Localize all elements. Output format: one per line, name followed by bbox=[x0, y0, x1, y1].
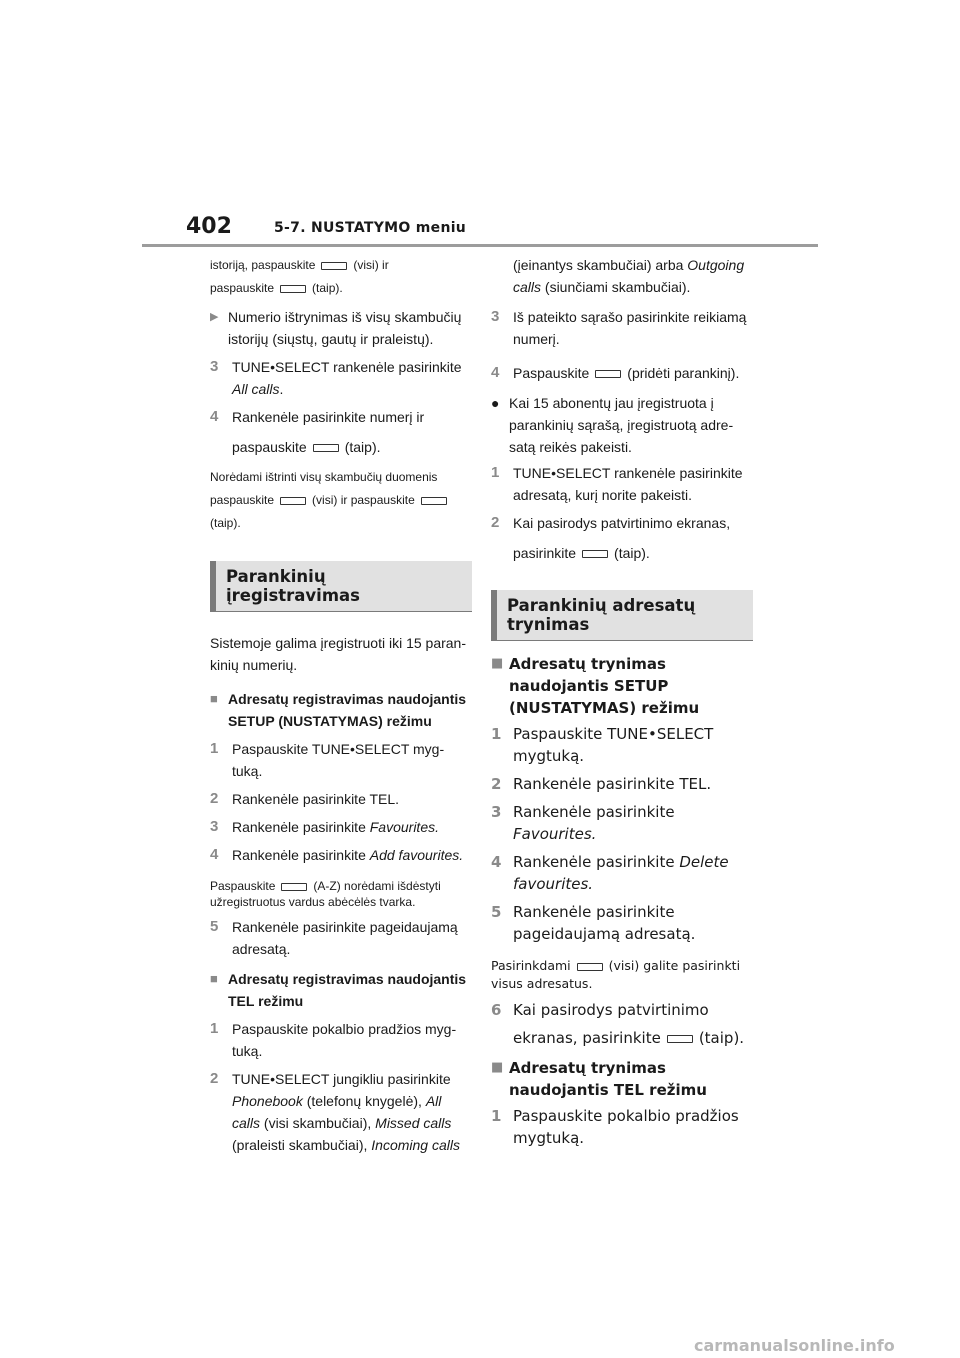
step bbox=[210, 738, 472, 782]
step bbox=[491, 801, 753, 845]
step-number: 4 bbox=[491, 364, 500, 381]
step-text bbox=[232, 356, 472, 400]
arrow-item bbox=[210, 306, 472, 350]
bullet-item bbox=[491, 392, 753, 458]
bullet-icon: ● bbox=[491, 395, 500, 411]
menu-term: All calls bbox=[232, 381, 280, 397]
square-icon: ■ bbox=[491, 1060, 504, 1075]
step-text bbox=[513, 254, 753, 298]
button-icon bbox=[321, 262, 347, 270]
text: Paspauskite bbox=[210, 879, 276, 893]
text: . bbox=[279, 381, 284, 397]
step-text: Paspauskite TUNE•SELECT mygtuką. bbox=[513, 725, 714, 765]
button-icon bbox=[421, 497, 447, 505]
step-text bbox=[232, 1068, 472, 1156]
note-line bbox=[210, 254, 472, 277]
step-number: 3 bbox=[491, 308, 500, 325]
text: (visi) ir paspauskite bbox=[312, 493, 415, 507]
subheading bbox=[210, 688, 472, 732]
step-number: 3 bbox=[491, 803, 502, 821]
step-number: 1 bbox=[491, 725, 502, 743]
square-icon: ■ bbox=[210, 971, 218, 986]
watermark: carmanualsonline.info bbox=[694, 1336, 895, 1355]
text: (siunčiami skambučiai). bbox=[544, 279, 691, 295]
step-text bbox=[232, 406, 472, 458]
text: paspauskite bbox=[210, 281, 275, 295]
step-number: 1 bbox=[491, 1107, 502, 1125]
text: (taip). bbox=[210, 516, 241, 530]
step-text: Rankenėle pasirinkite pageidaujamą adresatą. bbox=[513, 903, 696, 943]
step bbox=[210, 788, 472, 810]
step bbox=[491, 773, 753, 795]
arrow-icon: ▶ bbox=[210, 311, 219, 323]
intro-text: Sistemoje galima įregistruoti iki 15 paran-kinių numerių. bbox=[210, 635, 466, 673]
step-text: Rankenėle pasirinkite TEL. bbox=[232, 791, 400, 807]
left-column bbox=[210, 254, 472, 1156]
menu-term: All calls bbox=[232, 1093, 442, 1131]
subheading-text: Adresatų registravimas naudojantis TEL režimu bbox=[228, 971, 467, 1009]
text: Rankenėle pasirinkite bbox=[232, 847, 366, 863]
section-heading: Parankinių įregistravimas bbox=[210, 561, 472, 612]
step-number: 3 bbox=[210, 818, 219, 835]
text: (visi) ir bbox=[353, 258, 389, 272]
step-number: 2 bbox=[491, 775, 502, 793]
text: pasirinkite bbox=[513, 545, 577, 561]
step bbox=[491, 723, 753, 767]
text: Kai pasirodys patvirtinimo bbox=[513, 1001, 709, 1019]
bullet-text: Kai 15 abonentų jau įregistruota į parankinių sąrašą, įregistruotą adre-satą reikės pakeisti. bbox=[509, 395, 734, 455]
step-number: 2 bbox=[210, 1070, 219, 1087]
step bbox=[210, 1068, 472, 1156]
text: ekranas, pasirinkite bbox=[513, 1029, 661, 1047]
step-number: 4 bbox=[210, 408, 219, 425]
button-icon bbox=[281, 883, 307, 891]
step-text bbox=[232, 816, 472, 838]
header-rule bbox=[142, 244, 818, 247]
square-icon: ■ bbox=[210, 691, 218, 706]
button-icon bbox=[313, 444, 339, 452]
step-number: 3 bbox=[210, 358, 219, 375]
text: (A-Z) norėdami išdėstyti bbox=[313, 879, 441, 893]
step-text: Rankenėle pasirinkite TEL. bbox=[513, 775, 712, 793]
step-text: Paspauskite pokalbio pradžios myg-tuką. bbox=[232, 1021, 457, 1059]
step-number: 5 bbox=[491, 903, 502, 921]
text: (visi) galite pasirinkti bbox=[608, 958, 741, 973]
text: (pridėti parankinį). bbox=[627, 365, 740, 381]
step-number: 4 bbox=[210, 846, 219, 863]
step bbox=[491, 901, 753, 945]
section-heading: Parankinių adresatų trynimas bbox=[491, 590, 753, 641]
step-continuation bbox=[491, 254, 753, 298]
subheading-text: Adresatų trynimas naudojantis TEL režimu bbox=[509, 1059, 707, 1099]
menu-term: Phonebook bbox=[232, 1093, 303, 1109]
step-text: TUNE•SELECT rankenėle pasirinkite adresatą, kurį norite pakeisti. bbox=[513, 465, 743, 503]
text: Rankenėle pasirinkite bbox=[513, 853, 675, 871]
button-icon bbox=[280, 285, 306, 293]
step bbox=[491, 306, 753, 350]
step bbox=[491, 999, 753, 1049]
note-line: Norėdami ištrinti visų skambučių duomenis bbox=[210, 470, 438, 484]
step bbox=[210, 1018, 472, 1062]
text: (taip). bbox=[698, 1029, 745, 1047]
arrow-item-text: Numerio ištrynimas iš visų skambučių istorijų (siųstų, gautų ir praleistų). bbox=[228, 309, 462, 347]
step-text bbox=[232, 844, 472, 866]
page-number: 402 bbox=[186, 214, 232, 239]
text: Rankenėle pasirinkite numerį ir bbox=[232, 409, 425, 425]
step bbox=[210, 844, 472, 866]
text: paspauskite bbox=[232, 439, 307, 455]
step-number: 2 bbox=[210, 790, 219, 807]
menu-term: Favourites. bbox=[513, 825, 597, 843]
step-text: Iš pateikto sąrašo pasirinkite reikiamą numerį. bbox=[513, 309, 747, 347]
step bbox=[491, 851, 753, 895]
subheading-text: Adresatų registravimas naudojantis SETUP (NUSTATYMAS) režimu bbox=[228, 691, 467, 729]
square-icon: ■ bbox=[491, 656, 504, 671]
step-number: 5 bbox=[210, 918, 219, 935]
button-icon bbox=[595, 370, 621, 378]
step-number: 1 bbox=[210, 740, 219, 757]
subheading-text: Adresatų trynimas naudojantis SETUP (NUSTATYMAS) režimu bbox=[509, 655, 700, 717]
subheading bbox=[210, 968, 472, 1012]
step-number: 1 bbox=[210, 1020, 219, 1037]
subheading bbox=[491, 1057, 753, 1101]
step-text bbox=[513, 512, 753, 564]
step-number: 4 bbox=[491, 853, 502, 871]
step bbox=[491, 462, 753, 506]
step-text bbox=[513, 801, 753, 845]
text: (telefonų knygelė), bbox=[306, 1093, 422, 1109]
step bbox=[210, 916, 472, 960]
step bbox=[491, 512, 753, 564]
step-text bbox=[513, 851, 753, 895]
text: Pasirinkdami bbox=[491, 958, 571, 973]
step-number: 2 bbox=[491, 514, 500, 531]
step bbox=[210, 406, 472, 458]
step-text: Rankenėle pasirinkite pageidaujamą adresatą. bbox=[232, 919, 458, 957]
menu-term: Favourites. bbox=[369, 819, 439, 835]
text: TUNE•SELECT jungikliu pasirinkite bbox=[232, 1071, 451, 1087]
text: Rankenėle pasirinkite bbox=[232, 819, 366, 835]
text: (visi skambučiai), bbox=[263, 1115, 372, 1131]
text: (įeinantys skambučiai) arba bbox=[513, 257, 684, 273]
menu-term: Incoming calls bbox=[371, 1137, 460, 1153]
step-text: Paspauskite TUNE•SELECT myg-tuką. bbox=[232, 741, 445, 779]
text: užregistruotus vardus abėcėlės tvarka. bbox=[210, 895, 416, 909]
button-icon bbox=[582, 550, 608, 558]
button-icon bbox=[667, 1035, 693, 1043]
text: Paspauskite bbox=[513, 365, 590, 381]
note-line bbox=[210, 489, 472, 535]
menu-term: Delete favourites. bbox=[513, 853, 729, 893]
menu-term: Outgoing calls bbox=[513, 257, 745, 295]
step bbox=[491, 362, 753, 384]
text: (praleisti skambučiai), bbox=[232, 1137, 368, 1153]
step-number: 1 bbox=[491, 464, 500, 481]
text: (taip). bbox=[614, 545, 650, 561]
button-icon bbox=[280, 497, 306, 505]
step-number: 6 bbox=[491, 1001, 502, 1019]
button-icon bbox=[577, 963, 603, 971]
step-text bbox=[513, 999, 753, 1049]
text: Kai pasirodys patvirtinimo ekranas, bbox=[513, 515, 731, 531]
step-text bbox=[513, 362, 753, 384]
text: (taip). bbox=[312, 281, 343, 295]
step-text: Paspauskite pokalbio pradžios mygtuką. bbox=[513, 1107, 739, 1147]
text: (taip). bbox=[344, 439, 381, 455]
section-title: 5-7. NUSTATYMO meniu bbox=[274, 220, 467, 236]
step bbox=[210, 816, 472, 838]
subheading bbox=[491, 653, 753, 719]
text: Rankenėle pasirinkite bbox=[513, 803, 675, 821]
right-column bbox=[491, 254, 753, 1149]
step bbox=[491, 1105, 753, 1149]
text: TUNE•SELECT rankenėle pasirinkite bbox=[232, 359, 462, 375]
step bbox=[210, 356, 472, 400]
menu-term: Add favourites. bbox=[369, 847, 464, 863]
text: visus adresatus. bbox=[491, 976, 593, 991]
note-line bbox=[210, 878, 472, 910]
text: istoriją, paspauskite bbox=[210, 258, 316, 272]
note-line bbox=[491, 957, 753, 993]
note-line bbox=[210, 277, 472, 300]
text: paspauskite bbox=[210, 493, 275, 507]
menu-term: Missed calls bbox=[375, 1115, 452, 1131]
